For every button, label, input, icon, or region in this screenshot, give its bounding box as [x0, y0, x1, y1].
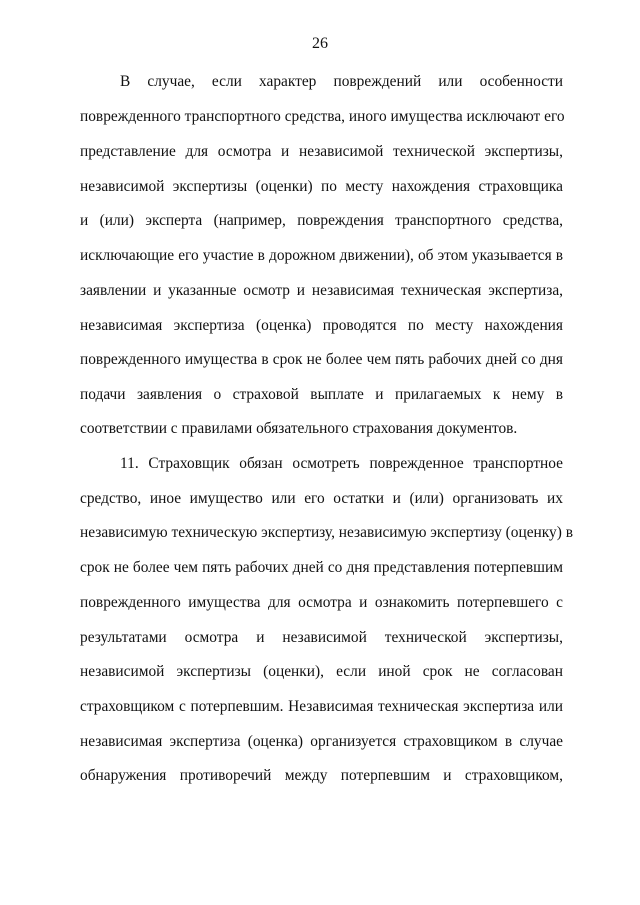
- paragraph-line: обнаружения противоречий между потерпевшим и страховщиком,: [80, 767, 563, 784]
- paragraph-line: заявлении и указанные осмотр и независимая техническая экспертиза,: [80, 282, 563, 299]
- paragraph-line: В случае, если характер повреждений или особенности: [120, 73, 563, 90]
- paragraph-line: средство, иное имущество или его остатки и (или) организовать их: [80, 490, 563, 507]
- paragraph-line: поврежденного транспортного средства, иного имущества исключают его: [80, 108, 565, 125]
- paragraph-line: поврежденного имущества в срок не более чем пять рабочих дней со дня: [80, 351, 563, 368]
- paragraph-line: независимая экспертиза (оценка) организуется страховщиком в случае: [80, 733, 563, 750]
- paragraph-line: независимую техническую экспертизу, независимую экспертизу (оценку) в: [80, 524, 573, 541]
- paragraph-line: результатами осмотра и независимой технической экспертизы,: [80, 629, 563, 646]
- paragraph-line: независимая экспертиза (оценка) проводятся по месту нахождения: [80, 317, 563, 334]
- paragraph-line: срок не более чем пять рабочих дней со дня представления потерпевшим: [80, 559, 563, 576]
- paragraph-line: и (или) эксперта (например, повреждения транспортного средства,: [80, 212, 563, 229]
- page-number: 26: [312, 35, 328, 52]
- paragraph-line: соответствии с правилами обязательного страхования документов.: [80, 420, 518, 437]
- paragraph-line: независимой экспертизы (оценки) по месту нахождения страховщика: [80, 178, 563, 195]
- paragraph-line: поврежденного имущества для осмотра и ознакомить потерпевшего с: [80, 594, 563, 611]
- paragraph-line: исключающие его участие в дорожном движении), об этом указывается в: [80, 247, 563, 264]
- paragraph-line: страховщиком с потерпевшим. Независимая техническая экспертиза или: [80, 698, 563, 715]
- paragraph-line: 11. Страховщик обязан осмотреть поврежденное транспортное: [120, 455, 563, 472]
- paragraph-line: подачи заявления о страховой выплате и прилагаемых к нему в: [80, 386, 563, 403]
- paragraph-line: представление для осмотра и независимой технической экспертизы,: [80, 143, 563, 160]
- paragraph-line: независимой экспертизы (оценки), если иной срок не согласован: [80, 663, 563, 680]
